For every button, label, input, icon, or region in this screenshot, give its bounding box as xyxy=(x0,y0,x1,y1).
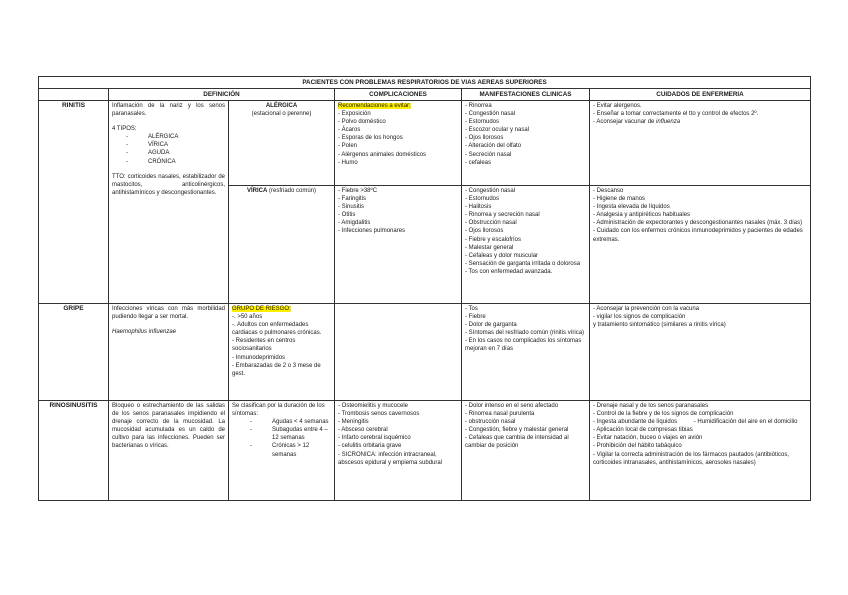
subtype-virica xyxy=(229,186,335,304)
list-item: - Obstrucción nasal xyxy=(465,220,517,227)
list-item: - Sensación de garganta irritada o dolorosa xyxy=(465,260,581,267)
list-item: - Rinorrea y secreción nasal xyxy=(465,212,540,219)
list-item: - Congestión nasal xyxy=(465,111,516,118)
list-item: - Evitar alergenos. xyxy=(593,103,642,109)
list-item: - Vigilar la correcta administración de los fármacos pautados (antibióticos, xyxy=(593,451,789,458)
list-item: - Rinorrea xyxy=(465,103,492,109)
list-item: - Ojos llorosos xyxy=(465,228,504,235)
list-item: - Humo xyxy=(338,159,358,166)
list-item: - Secreción nasal xyxy=(465,151,512,158)
rinitis-intro: Inflamación de la nariz y los senos paranasales. xyxy=(112,103,225,118)
alergica-cuidados xyxy=(590,101,811,186)
list-item: - Prohibición del hábito tabáquico xyxy=(593,443,682,450)
list-item: - Infecciones pulmonares xyxy=(338,228,406,235)
list-item: - Escozor ocular y nasal xyxy=(465,127,530,134)
rinosinusitis-complicaciones xyxy=(335,401,462,501)
row-name-rinitis: RINITIS xyxy=(39,101,109,304)
list-item: - Síntomas del resfriado común (rinitis vírica) xyxy=(465,330,585,337)
list-item: - Alteración del olfato xyxy=(465,143,522,150)
header-definicion: DEFINICIÓN xyxy=(109,89,335,101)
list-item: - Enseñar a tomar correctamente el tto y control de efectos 2º. xyxy=(593,111,759,118)
list-item: - Congestión nasal xyxy=(465,188,516,194)
subtype-alergica xyxy=(229,101,335,186)
list-item: - Embarazadas de 2 o 3 mese de gest. xyxy=(232,362,321,377)
list-item: - Halitosis xyxy=(465,204,492,211)
header-cuidados: CUIDADOS DE ENFERMERIA xyxy=(590,89,811,101)
list-item: - AGUDA xyxy=(126,150,170,157)
list-item: - Aconsejar la prevención con la vacuna xyxy=(593,306,700,312)
gripe-cuidados xyxy=(590,304,811,401)
grupo-riesgo-highlight: GRUPO DE RIESGO: xyxy=(232,306,291,312)
subtype-alergica-sub: (estacional o perenne) xyxy=(251,111,312,118)
row-name-gripe: GRIPE xyxy=(39,304,109,401)
list-item: - En los casos no complicados los síntomas mejoran en 7 días xyxy=(465,338,582,353)
list-item: y tratamiento sintomático (similares a rinitis vírica) xyxy=(593,322,726,329)
list-item: - Osteomielitis y mucocele xyxy=(338,403,409,409)
list-item: - Crónicas > 12 semanas xyxy=(250,443,310,458)
list-item: - Tos xyxy=(465,306,478,312)
rinitis-tipos-label: 4 TIPOS: xyxy=(112,126,137,133)
list-item: - Infarto cerebral isquémico xyxy=(338,435,411,442)
list-item: - Faringitis xyxy=(338,196,367,203)
list-item: - Fiebre xyxy=(465,314,486,321)
list-item: - Administración de expectorantes y descongestionantes nasales (máx. 3 días) xyxy=(593,220,803,227)
clasif-intro: Se clasifican por la duración de los síntomas: xyxy=(232,403,325,418)
list-item: - Congestión, fiebre y malestar general xyxy=(465,427,569,434)
list-item: - VÍRICA xyxy=(126,142,169,149)
row-name-rinosinusitis: RINOSINUSITIS xyxy=(39,401,109,501)
rinitis-tto: TTO: corticoides nasales, estabilizador de mastocitos, anticolinérgicos, antihistamínicos y descongestionantes. xyxy=(112,173,225,196)
list-item: - Higiene de manos xyxy=(593,196,646,203)
list-item: - Trombosis senos cavernosos xyxy=(338,411,420,418)
list-item: - Tos con enfermedad avanzada. xyxy=(465,268,553,275)
respiratory-table xyxy=(38,76,811,501)
list-item: - vigilar los signos de complicación xyxy=(593,314,686,321)
subtype-alergica-name: ALÉRGICA xyxy=(265,103,298,109)
gripe-riesgo xyxy=(229,304,335,401)
list-item: - Fiebre y escalofríos xyxy=(465,236,522,243)
header-complicaciones: COMPLICACIONES xyxy=(335,89,462,101)
list-item: - Cefaleas y dolor muscular xyxy=(465,252,539,259)
recomendaciones-highlight: Recomendaciones a evitar: xyxy=(338,103,411,109)
list-item: - Esporas de los hongos xyxy=(338,135,403,142)
gripe-definicion-italic: Haemophilus influenzae xyxy=(112,329,177,336)
virica-manifestaciones xyxy=(462,186,590,304)
list-item: - Dolor de garganta xyxy=(465,322,517,329)
subtype-virica-sub: (resfriado común) xyxy=(269,188,317,194)
rinosinusitis-cuidados xyxy=(590,401,811,501)
virica-cuidados xyxy=(590,186,811,304)
list-item: - SICRONICA: infección intracraneal, abscesos epidural y empiema subdural xyxy=(338,451,443,466)
list-item: - Aconsejar vacunar de influenza xyxy=(593,119,681,126)
list-item: - CRÓNICA xyxy=(126,158,176,165)
header-manifestaciones: MANIFESTACIONES CLINICAS xyxy=(462,89,590,101)
list-item: - Fiebre >38ºC xyxy=(338,188,378,194)
alergica-manifestaciones xyxy=(462,101,590,186)
list-item: - Exposición xyxy=(338,111,371,118)
list-item: - Meningitis xyxy=(338,419,369,426)
list-item: - Ojos llorosos xyxy=(465,135,504,142)
list-item: - Polvo doméstico xyxy=(338,119,386,126)
list-item: - Ingesta elevada de líquidos xyxy=(593,204,670,211)
list-item: corticoides intranasales, antihistamínicos, aerosoles nasales) xyxy=(593,459,756,466)
list-item: - cefaleas xyxy=(465,159,492,166)
rinosinusitis-manifestaciones xyxy=(462,401,590,501)
virica-complicaciones xyxy=(335,186,462,304)
list-item: - Sinusitis xyxy=(338,204,365,211)
list-item: - Analgesia y antipiréticos habituales xyxy=(593,212,691,219)
list-item: - Estornudos xyxy=(465,119,500,126)
list-item: - Drenaje nasal y de los senos paranasales xyxy=(593,403,709,409)
list-item: - Residentes en centros sociosanitarios xyxy=(232,338,296,353)
gripe-definicion xyxy=(109,304,229,401)
gripe-manifestaciones xyxy=(462,304,590,401)
subtype-virica-name: VÍRICA xyxy=(246,188,268,194)
rinosinusitis-definicion xyxy=(109,401,229,501)
list-item: - Estornudos xyxy=(465,196,500,203)
list-item: - Otitis xyxy=(338,212,356,219)
list-item: - Dolor intenso en el seno afectado xyxy=(465,403,559,409)
gripe-complicaciones xyxy=(335,304,462,401)
rinosinusitis-definicion-text: Bloqueo o estrechamiento de las salidas de los senos paranasales impidiendo el drenaje correcto de la mucosidad. La mucosidad acumulada es un caldo de cultivo para las infecciones. Pueden ser bacterianas o víricas. xyxy=(112,403,225,450)
list-item: - ALÉRGICA xyxy=(126,134,179,141)
alergica-complicaciones xyxy=(335,101,462,186)
list-item: - Inmunodeprimidos xyxy=(232,354,286,361)
list-item: - Rinorrea nasal purulenta xyxy=(465,411,535,418)
list-item: - Subagudas entre 4 – 12 semanas xyxy=(250,427,328,442)
header-blank xyxy=(39,89,109,101)
gripe-definicion-text: Infecciones víricas con más morbilidad pudiendo llegar a ser mortal. xyxy=(112,306,225,321)
list-item: - Malestar general xyxy=(465,244,514,251)
list-item: - celulitis orbitaria grave xyxy=(338,443,402,450)
list-item: - Aplicación local de compresas tibias xyxy=(593,427,693,434)
list-item: - Control de la fiebre y de los signos de complicación xyxy=(593,411,734,418)
list-item: - obstrucción nasal xyxy=(465,419,516,426)
list-item: -. >50 años xyxy=(232,314,263,321)
list-item: - Absceso cerebral xyxy=(338,427,388,434)
list-item: - Evitar natación, buceo o viajes en avión xyxy=(593,435,703,442)
list-item: - Cefaleas que cambia de intensidad al cambiar de posición xyxy=(465,435,569,450)
list-item: - Polen xyxy=(338,143,358,150)
list-item: - Agudas < 4 semanas xyxy=(250,419,329,426)
list-item: - Ácaros xyxy=(338,127,361,134)
list-item: - Cuidado con los enfermos crónicos inmunodeprimidos y pacientes de edades extremas. xyxy=(593,228,803,243)
list-item: - Ingesta abundante de líquidos - Humidificación del aire en el domicilio xyxy=(593,419,798,426)
rinosinusitis-clasificacion xyxy=(229,401,335,501)
list-item: - Amigdalitis xyxy=(338,220,371,227)
list-item: - Descanso xyxy=(593,188,624,194)
rinitis-definicion xyxy=(109,101,229,304)
list-item: -. Adultos con enfermedades cardiacas o pulmonares crónicas. xyxy=(232,322,322,337)
list-item: - Alérgenos animales domésticos xyxy=(338,151,427,158)
table-title: PACIENTES CON PROBLEMAS RESPIRATORIOS DE VIAS AEREAS SUPERIORES xyxy=(39,77,811,89)
